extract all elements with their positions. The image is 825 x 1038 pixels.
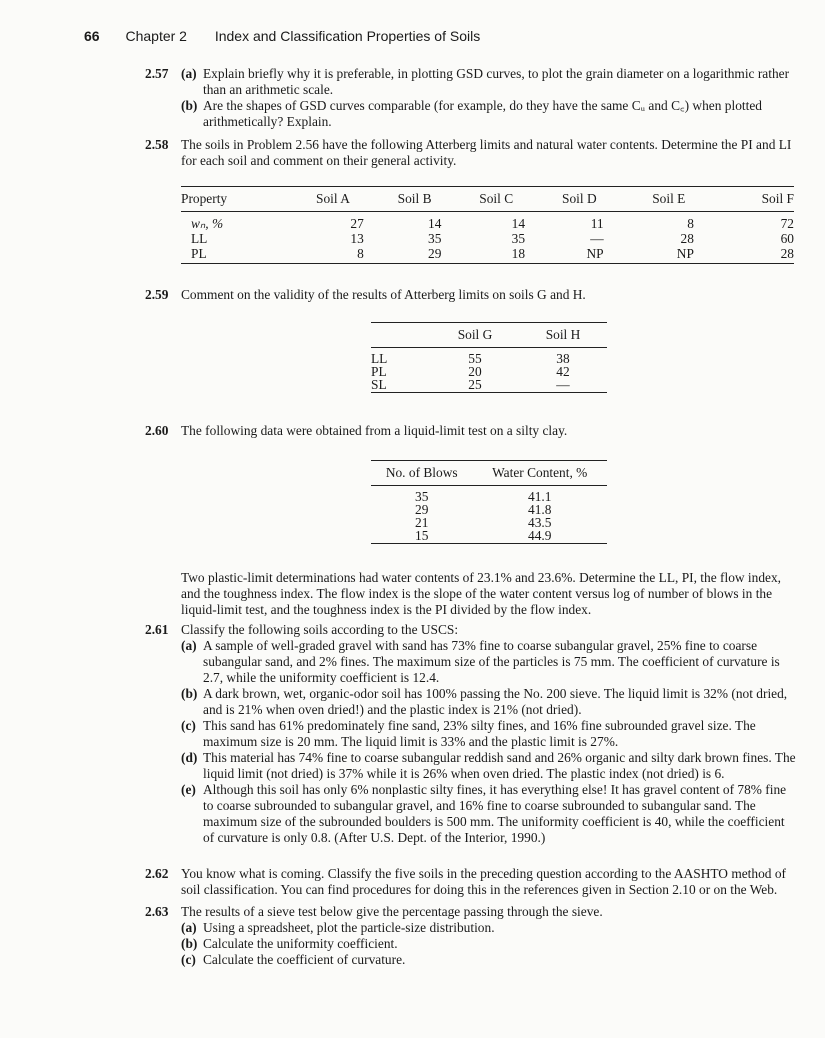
problem-part-c	[181, 718, 797, 750]
column-header: Soil B	[374, 187, 456, 212]
table-cell: 55	[468, 351, 482, 366]
table-header-row	[181, 187, 794, 212]
table-cell: NP	[622, 246, 716, 264]
column-header: Soil F	[716, 187, 794, 212]
table-row	[181, 231, 794, 246]
part-label: (e)	[181, 782, 196, 797]
part-label: (b)	[181, 686, 198, 701]
column-header: Soil C	[455, 187, 537, 212]
soil-gh-table	[371, 322, 607, 393]
table-cell: 29	[374, 246, 456, 264]
table-cell: 20	[468, 364, 482, 379]
table-header-row	[371, 461, 607, 486]
table-cell: wₙ, %	[191, 216, 224, 231]
table-row	[371, 348, 607, 366]
table-cell: 35	[428, 231, 442, 246]
part-label: (d)	[181, 750, 198, 765]
problem-part-b	[181, 936, 797, 952]
problem-2-61	[145, 622, 797, 846]
problem-part-a	[181, 638, 797, 686]
table-cell: 60	[780, 231, 794, 246]
table-row	[371, 503, 607, 516]
problem-2-57	[145, 66, 797, 130]
atterberg-table	[181, 186, 794, 264]
table-cell: 11	[590, 216, 604, 231]
table-cell: —	[590, 231, 604, 246]
table-cell: 35	[511, 231, 526, 246]
column-header: Soil E	[622, 187, 716, 212]
problem-part-a	[181, 920, 797, 936]
chapter-title: Index and Classification Properties of Soils	[214, 28, 481, 44]
part-text: A sample of well-graded gravel with sand has 73% fine to coarse subangular gravel, 25% fine to coarse subangular sand, and 2% fines. The maximum size of the particles is 75 mm. The coefficient of curvature is 2.7, while the uniformity coefficient is 12.4.	[203, 638, 780, 685]
table-cell: 15	[371, 529, 472, 544]
table-cell: 41.8	[528, 502, 552, 517]
problem-2-58	[145, 137, 797, 169]
table-header-row	[371, 323, 607, 348]
table-cell: 18	[455, 246, 537, 264]
part-text: A dark brown, wet, organic-odor soil has 100% passing the No. 200 sieve. The liquid limit is 32% (not dried, and is 21% when oven dried!) and the plastic index is 21% (not dried).	[203, 686, 788, 717]
part-label: (b)	[181, 936, 198, 951]
part-text: Calculate the uniformity coefficient.	[203, 936, 398, 951]
part-label: (a)	[181, 638, 197, 653]
table-cell: 27	[350, 216, 364, 231]
table-cell: PL	[181, 246, 292, 264]
problem-number: 2.60	[145, 423, 169, 438]
part-label: (c)	[181, 952, 196, 967]
table-row	[181, 246, 794, 264]
table-cell: 35	[415, 489, 429, 504]
liquid-limit-table	[371, 460, 607, 544]
problem-text: The soils in Problem 2.56 have the following Atterberg limits and natural water contents. Determine the PI and LI for each soil and comment on their general activity.	[181, 137, 792, 168]
table-cell: 43.5	[528, 515, 552, 530]
table-cell: 28	[680, 231, 694, 246]
part-text: This sand has 61% predominately fine sand, 23% silty fines, and 16% fine subrounded gravel size. The maximum size is 20 mm. The liquid limit is 33% and the plastic limit is 27%.	[203, 718, 756, 749]
table-cell: 42	[556, 364, 570, 379]
table-row	[371, 529, 607, 544]
column-header: Soil A	[292, 187, 374, 212]
problem-text: The results of a sieve test below give the percentage passing through the sieve.	[181, 904, 603, 919]
part-text: Explain briefly why it is preferable, in plotting GSD curves, to plot the grain diameter on a logarithmic rather than an arithmetic scale.	[203, 66, 790, 97]
column-header: Property	[181, 187, 292, 212]
problem-number: 2.63	[145, 904, 169, 919]
part-label: (c)	[181, 718, 196, 733]
column-header: Water Content, %	[472, 461, 607, 486]
table-cell: 8	[687, 216, 694, 231]
problem-2-62	[145, 866, 797, 898]
problem-text: Comment on the validity of the results of Atterberg limits on soils G and H.	[181, 287, 586, 302]
part-text: This material has 74% fine to coarse subangular reddish sand and 26% organic and silty dark brown fines. The liquid limit (not dried) is 37% while it is 26% when oven dried. The plastic index (not dried) is 6.	[203, 750, 796, 781]
table-cell: 13	[350, 231, 364, 246]
problem-number: 2.58	[145, 137, 169, 152]
problem-part-d	[181, 750, 797, 782]
problem-text: The following data were obtained from a liquid-limit test on a silty clay.	[181, 423, 568, 438]
problem-number: 2.62	[145, 866, 169, 881]
part-text: Using a spreadsheet, plot the particle-size distribution.	[203, 920, 495, 935]
problem-part-e	[181, 782, 797, 846]
part-text: Although this soil has only 6% nonplastic silty fines, it has everything else! It has gravel content of 78% fine to coarse subrounded to subangular gravel, and 16% fine to coarse subrounded to subangular sand. The maximum size of the subrounded boulders is 500 mm. The uniformity coefficient is 40, while the coefficient of curvature is only 0.8. (After U.S. Dept. of the Interior, 1990.)	[203, 782, 787, 845]
problem-text: Classify the following soils according to the USCS:	[181, 622, 459, 637]
problem-number: 2.57	[145, 66, 169, 81]
table-cell: 25	[431, 378, 519, 393]
problem-2-59	[145, 287, 797, 303]
table-cell: SL	[371, 378, 431, 393]
part-text: Are the shapes of GSD curves comparable (for example, do they have the same Cᵤ and C꜀) when plotted arithmetically? Explain.	[203, 98, 762, 129]
table-cell: PL	[371, 364, 387, 379]
problem-part-b	[181, 98, 797, 130]
column-header: Soil H	[519, 323, 607, 348]
column-header: Soil D	[537, 187, 622, 212]
problem-text: You know what is coming. Classify the five soils in the preceding question according to the AASHTO method of soil classification. You can find procedures for doing this in the references given in Section 2.10 or on the Web.	[181, 866, 786, 897]
part-label: (b)	[181, 98, 198, 113]
table-row	[371, 378, 607, 393]
part-label: (a)	[181, 66, 197, 81]
table-cell: 38	[556, 351, 570, 366]
table-cell: 44.9	[472, 529, 607, 544]
table-cell: 14	[428, 216, 442, 231]
column-header: Soil G	[431, 323, 519, 348]
problem-2-60-continuation: Two plastic-limit determinations had water contents of 23.1% and 23.6%. Determine the LL, PI, the flow index, and the toughness index. The flow index is the slope of the water content versus log of number of blows in the liquid-limit test, and the toughness index is the PI divided by the flow index.	[181, 570, 782, 617]
problem-2-63	[145, 904, 797, 968]
problem-2-60	[145, 423, 797, 439]
table-row	[371, 365, 607, 378]
table-cell: 14	[511, 216, 526, 231]
page-header	[84, 28, 480, 44]
problem-part-b	[181, 686, 797, 718]
table-cell: —	[519, 378, 607, 393]
chapter-label: Chapter 2	[125, 28, 187, 44]
table-row	[371, 486, 607, 504]
table-cell: 41.1	[528, 489, 552, 504]
table-cell: LL	[191, 231, 208, 246]
table-cell: 72	[780, 216, 794, 231]
table-cell: 29	[415, 502, 429, 517]
problem-number: 2.61	[145, 622, 169, 637]
table-cell: 8	[292, 246, 374, 264]
table-cell: 28	[716, 246, 794, 264]
column-header: No. of Blows	[371, 461, 472, 486]
problem-part-c	[181, 952, 797, 968]
table-cell: LL	[371, 351, 388, 366]
table-cell: 21	[415, 515, 429, 530]
problem-part-a	[181, 66, 797, 98]
table-row	[371, 516, 607, 529]
column-header	[371, 323, 431, 348]
part-label: (a)	[181, 920, 197, 935]
page-number: 66	[84, 28, 100, 44]
part-text: Calculate the coefficient of curvature.	[203, 952, 406, 967]
table-cell: NP	[537, 246, 622, 264]
table-row	[181, 212, 794, 232]
problem-number: 2.59	[145, 287, 169, 302]
